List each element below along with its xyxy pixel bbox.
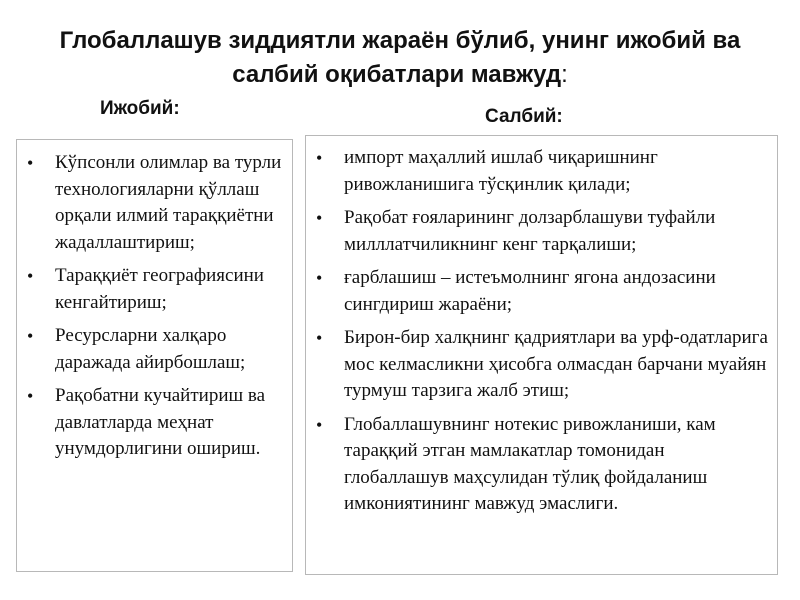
bullet-icon: •	[316, 208, 323, 228]
list-item-text: Тараққиёт географиясини кенгайтириш;	[55, 265, 264, 313]
list-item-text: Кўпсонли олимлар ва турли технологияларни қўллаш орқали илмий тараққиётни жадаллаштириш;	[55, 152, 282, 253]
list-item	[25, 383, 286, 463]
list-item	[314, 325, 771, 405]
bullet-icon: •	[316, 414, 323, 435]
bullet-icon: •	[316, 268, 323, 288]
bullet-icon: •	[316, 148, 323, 168]
title-colon: :	[561, 61, 568, 88]
list-item	[25, 323, 286, 376]
list-item-text: импорт маҳаллий ишлаб чиқаришнинг ривожланишига тўсқинлик қилади;	[344, 147, 658, 195]
list-item	[314, 412, 771, 518]
list-item-text: Бирон-бир халқнинг қадриятлари ва урф-одатларига мос келмасликни ҳисобга олмасдан барчани муайян турмуш тарзига жалб этиш;	[344, 327, 768, 401]
list-item	[314, 145, 771, 198]
bullet-icon: •	[27, 326, 34, 346]
positive-list	[17, 140, 292, 463]
positive-box	[16, 139, 293, 572]
title-line-1: Глобаллашув зиддиятли жараён бўлиб, унинг ижобий ва	[59, 27, 741, 54]
list-item-text: Рақобат ғояларининг долзарблашуви туфайли милллатчиликнинг кенг тарқалиши;	[344, 207, 716, 255]
list-item-text: Рақобатни кучайтириш ва давлатларда меҳнат унумдорлигини ошириш.	[55, 385, 266, 459]
list-item	[314, 205, 771, 258]
bullet-icon: •	[316, 328, 323, 348]
bullet-icon: •	[27, 386, 34, 406]
bullet-icon: •	[27, 266, 34, 286]
list-item	[25, 150, 286, 256]
list-item	[314, 265, 771, 318]
negative-box	[305, 135, 778, 575]
list-item-text: Ресурсларни халқаро даражада айирбошлаш;	[55, 325, 246, 373]
positive-heading: Ижобий:	[100, 98, 180, 119]
list-item-text: ғарблашиш – истеъмолнинг ягона андозасини сингдириш жараёни;	[344, 267, 716, 315]
page-title	[40, 24, 760, 92]
negative-heading: Салбий:	[485, 106, 563, 127]
list-item	[25, 263, 286, 316]
negative-list	[306, 136, 777, 518]
bullet-icon: •	[27, 153, 34, 173]
title-line-2: салбий оқибатлари мавжуд	[232, 61, 562, 88]
list-item-text: Глобаллашувнинг нотекис ривожланиши, кам тараққий этган мамлакатлар томонидан глобаллашув маҳсулидан тўлиқ фойдаланиш имкониятининг мавжуд эмаслиги.	[344, 413, 716, 514]
